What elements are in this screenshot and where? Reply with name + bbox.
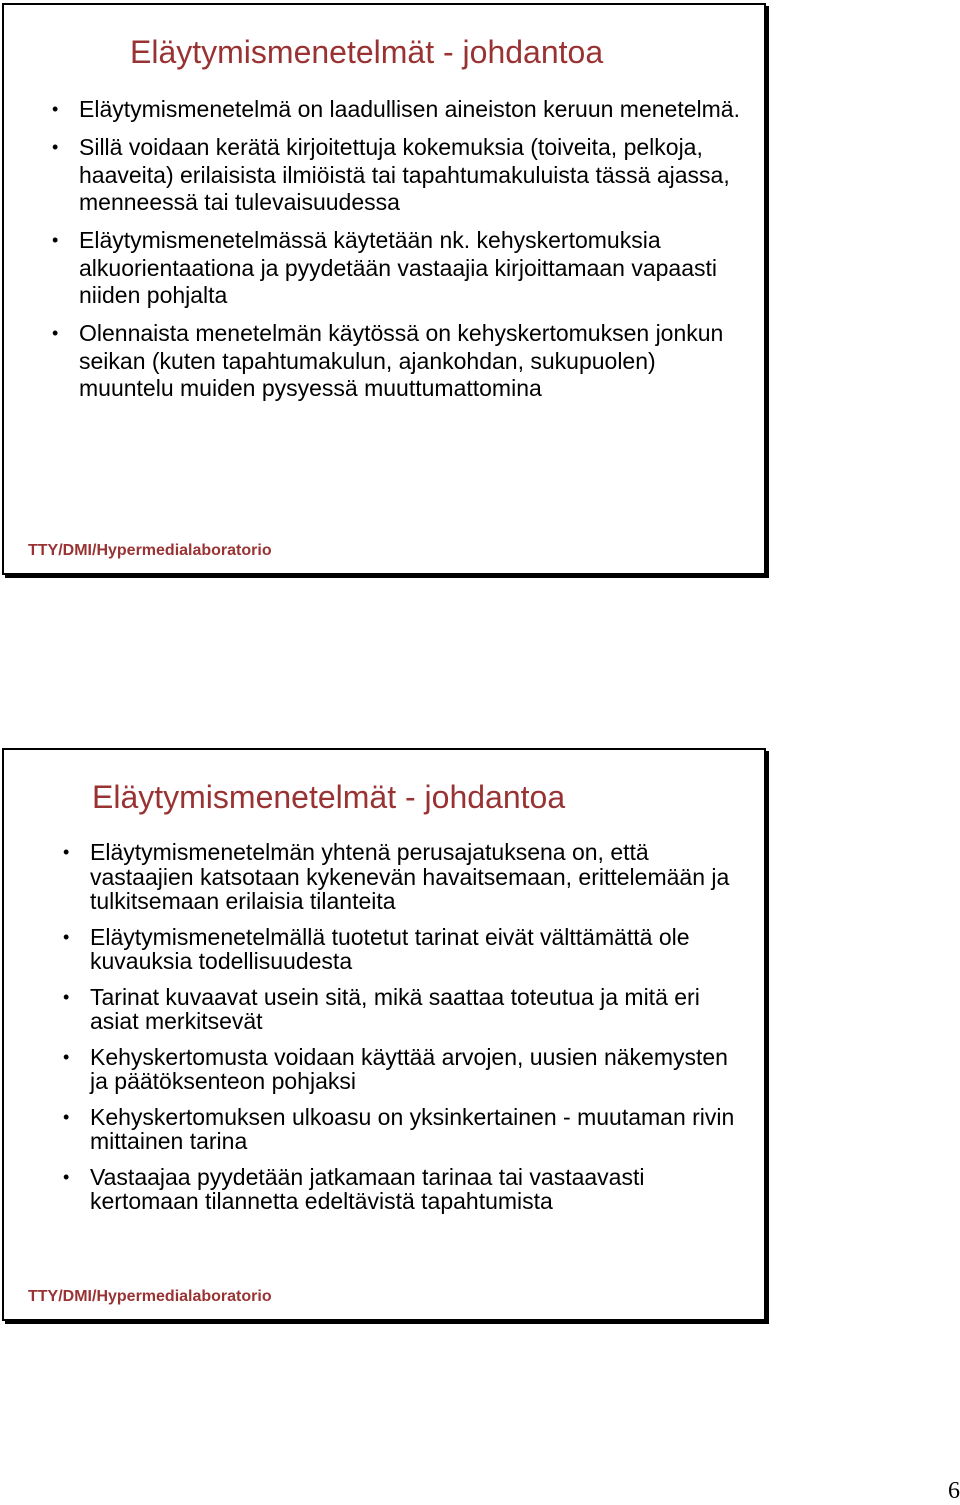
bullet-list xyxy=(52,96,742,413)
page-number: 6 xyxy=(948,1478,960,1504)
bullet-dot-icon: • xyxy=(63,1106,70,1127)
bullet-dot-icon: • xyxy=(63,1166,70,1187)
bullet-dot-icon: • xyxy=(52,323,59,343)
bullet-dot-icon: • xyxy=(63,1046,70,1067)
bullet-list xyxy=(63,840,743,1225)
bullet-text: Vastaajaa pyydetään jatkamaan tarinaa tai vastaavasti kertomaan tilannetta edeltävistä tapahtumista xyxy=(90,1163,645,1214)
bullet-item xyxy=(52,227,742,310)
slide-title: Eläytymismenetelmät - johdantoa xyxy=(130,34,604,70)
bullet-dot-icon: • xyxy=(63,926,70,947)
bullet-dot-icon: • xyxy=(52,99,59,119)
slide-footer: TTY/DMI/Hypermedialaboratorio xyxy=(28,542,272,559)
bullet-item xyxy=(63,1105,743,1154)
bullet-dot-icon: • xyxy=(52,230,59,250)
bullet-dot-icon: • xyxy=(63,986,70,1007)
bullet-item xyxy=(52,320,742,403)
bullet-text: Eläytymismenetelmä on laadullisen aineiston keruun menetelmä. xyxy=(79,96,740,122)
bullet-item xyxy=(63,1165,743,1214)
bullet-item xyxy=(63,1045,743,1094)
bullet-item xyxy=(63,925,743,974)
slide-title: Eläytymismenetelmät - johdantoa xyxy=(92,779,566,815)
slide-footer: TTY/DMI/Hypermedialaboratorio xyxy=(28,1288,272,1305)
bullet-text: Tarinat kuvaavat usein sitä, mikä saattaa toteutua ja mitä eri asiat merkitsevät xyxy=(90,983,700,1034)
bullet-text: Kehyskertomuksen ulkoasu on yksinkertainen - muutaman rivin mittainen tarina xyxy=(90,1103,735,1154)
bullet-item xyxy=(52,134,742,217)
bullet-text: Eläytymismenetelmässä käytetään nk. kehyskertomuksia alkuorientaationa ja pyydetään vastaajia kirjoittamaan vapaasti niiden pohjalta xyxy=(79,227,718,308)
bullet-item xyxy=(52,96,742,124)
slide-2 xyxy=(2,748,766,1321)
bullet-item xyxy=(63,985,743,1034)
bullet-text: Eläytymismenetelmän yhtenä perusajatuksena on, että vastaajien katsotaan kykenevän havaitsemaan, erittelemään ja tulkitsemaan erilaisia tilanteita xyxy=(90,839,730,914)
bullet-text: Kehyskertomusta voidaan käyttää arvojen, uusien näkemysten ja päätöksenteon pohjaksi xyxy=(90,1043,728,1094)
bullet-item xyxy=(63,840,743,914)
slide-1 xyxy=(2,3,766,575)
bullet-text: Olennaista menetelmän käytössä on kehyskertomuksen jonkun seikan (kuten tapahtumakulun, ajankohdan, sukupuolen) muuntelu muiden pysyessä muuttumattomina xyxy=(79,320,724,401)
bullet-dot-icon: • xyxy=(63,842,70,862)
bullet-text: Eläytymismenetelmällä tuotetut tarinat eivät välttämättä ole kuvauksia todellisuudesta xyxy=(90,923,690,974)
bullet-text: Sillä voidaan kerätä kirjoitettuja kokemuksia (toiveita, pelkoja, haaveita) erilaisista ilmiöistä tai tapahtumakuluista tässä ajassa, menneessä tai tulevaisuudessa xyxy=(79,134,730,215)
bullet-dot-icon: • xyxy=(52,137,59,157)
